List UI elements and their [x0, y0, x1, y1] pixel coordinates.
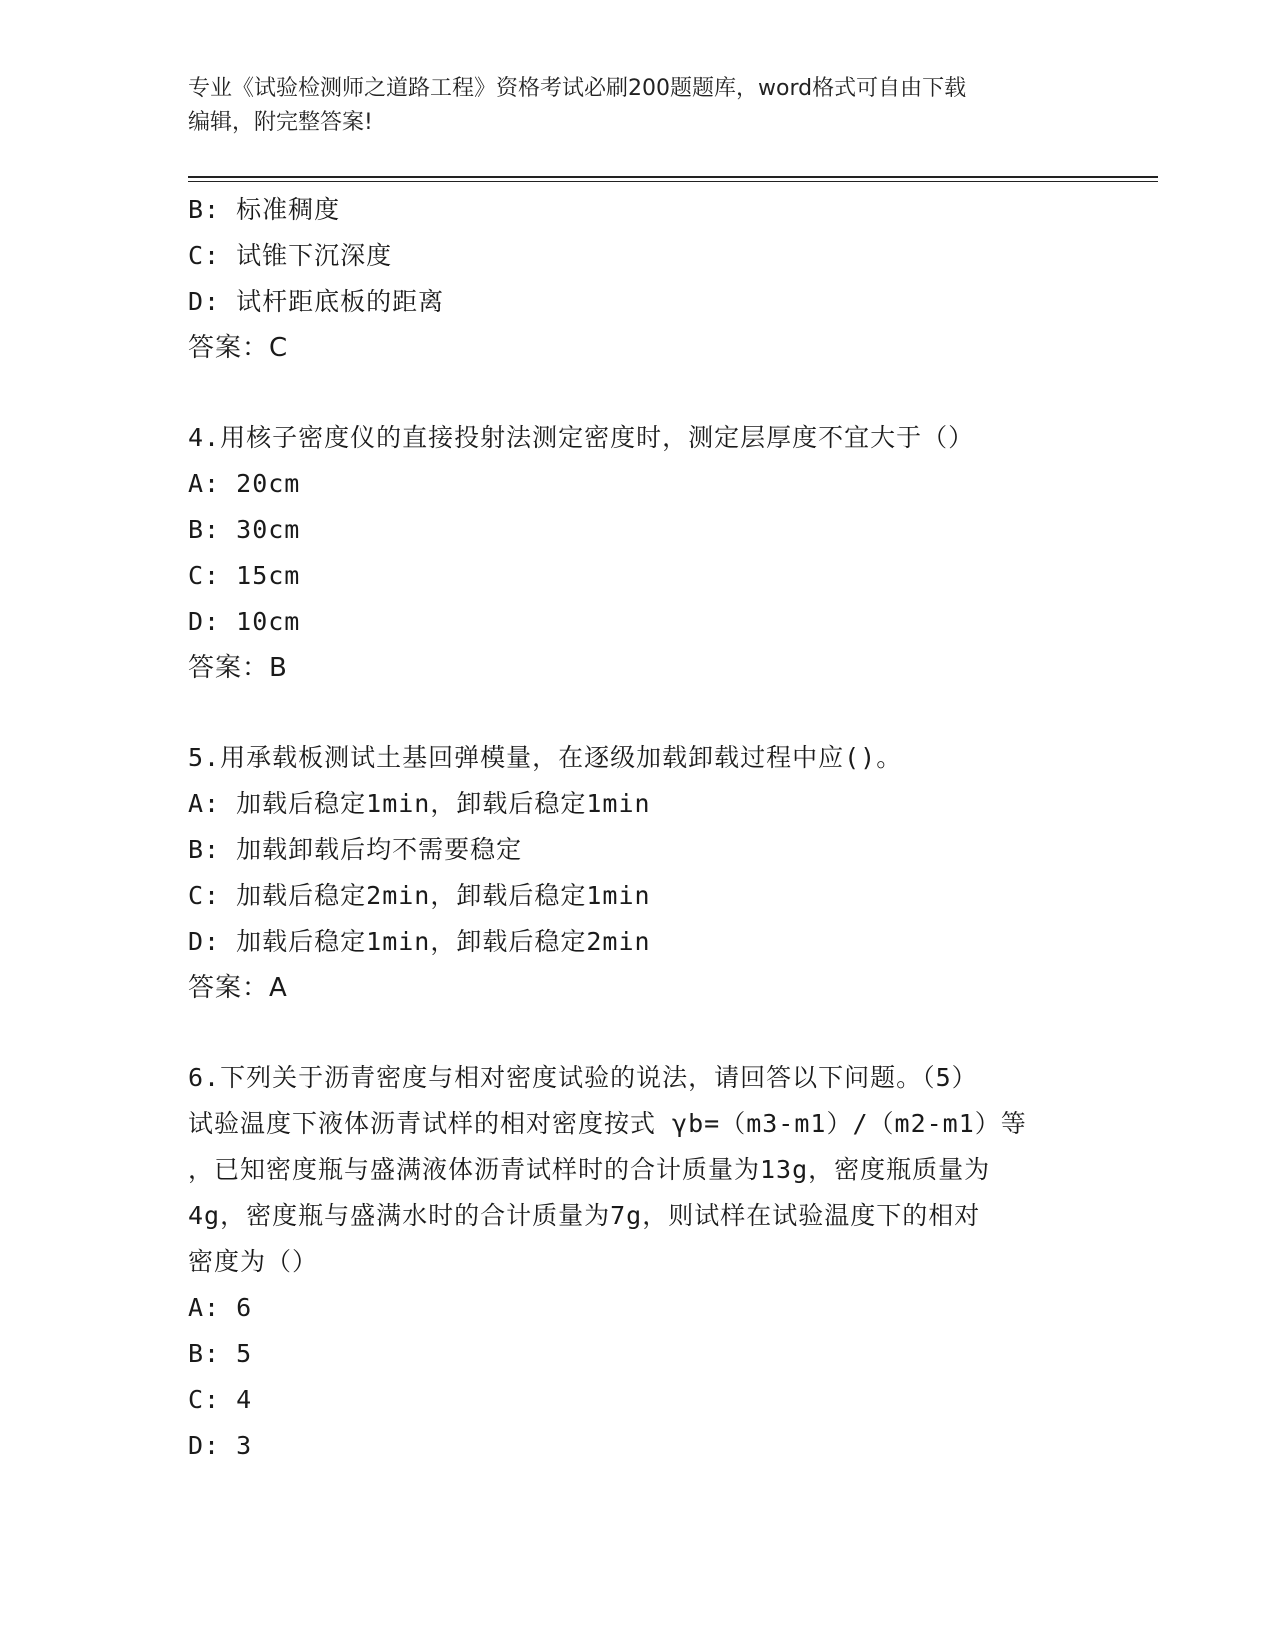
- document-body: [188, 187, 1128, 1469]
- question-stem-line-2: 试验温度下液体沥青试样的相对密度按式 γb=（m3-m1）/（m2-m1）等: [188, 1109, 1027, 1138]
- option-b: B: 标准稠度: [188, 195, 341, 224]
- option-c: C: 15cm: [188, 561, 301, 590]
- option-c: C: 试锥下沉深度: [188, 241, 393, 270]
- header-title-line-2: 编辑，附完整答案!: [188, 110, 373, 135]
- question-stem-line-1: 6.下列关于沥青密度与相对密度试验的说法，请回答以下问题。（5）: [188, 1063, 978, 1092]
- answer-line: 答案：A: [188, 973, 288, 1003]
- option-b: B: 30cm: [188, 515, 301, 544]
- question-stem-line-3: ，已知密度瓶与盛满液体沥青试样时的合计质量为13g，密度瓶质量为: [188, 1155, 991, 1184]
- header-title-line-1: 专业《试验检测师之道路工程》资格考试必刷200题题库，word格式可自由下载: [188, 76, 967, 101]
- option-d: D: 3: [188, 1431, 253, 1460]
- answer-line: 答案：C: [188, 333, 289, 363]
- document-header: [188, 72, 1088, 140]
- question-6: [188, 1055, 1128, 1469]
- option-a: A: 加载后稳定1min，卸载后稳定1min: [188, 789, 651, 818]
- option-d: D: 10cm: [188, 607, 301, 636]
- question-3-tail: [188, 187, 1128, 371]
- answer-line: 答案：B: [188, 653, 288, 683]
- question-stem: 5.用承载板测试土基回弹模量，在逐级加载卸载过程中应()。: [188, 743, 903, 772]
- option-d: D: 加载后稳定1min，卸载后稳定2min: [188, 927, 651, 956]
- option-d: D: 试杆距底板的距离: [188, 287, 445, 316]
- question-5: [188, 735, 1128, 1011]
- question-4: [188, 415, 1128, 691]
- question-stem-line-5: 密度为（）: [188, 1247, 319, 1276]
- option-c: C: 加载后稳定2min，卸载后稳定1min: [188, 881, 651, 910]
- option-b: B: 5: [188, 1339, 253, 1368]
- option-c: C: 4: [188, 1385, 253, 1414]
- question-stem: 4.用核子密度仪的直接投射法测定密度时，测定层厚度不宜大于（）: [188, 423, 975, 452]
- header-divider-thick: [188, 176, 1158, 178]
- option-a: A: 6: [188, 1293, 253, 1322]
- option-a: A: 20cm: [188, 469, 301, 498]
- question-stem-line-4: 4g，密度瓶与盛满水时的合计质量为7g，则试样在试验温度下的相对: [188, 1201, 981, 1230]
- header-divider-thin: [188, 181, 1158, 182]
- option-b: B: 加载卸载后均不需要稳定: [188, 835, 523, 864]
